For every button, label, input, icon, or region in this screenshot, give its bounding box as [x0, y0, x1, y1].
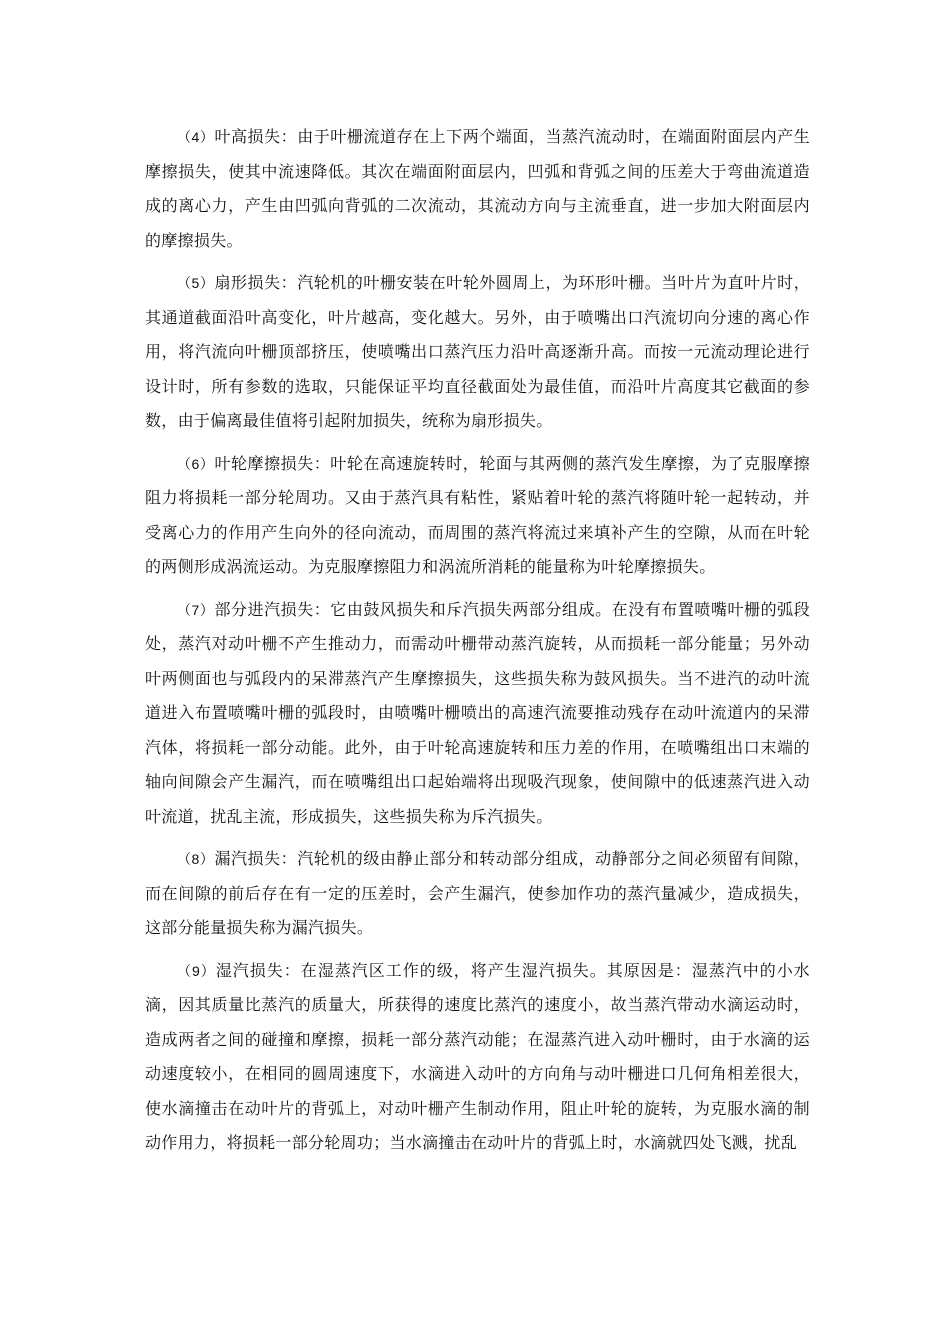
- paragraph-text: 部分进汽损失：它由鼓风损失和斥汽损失两部分组成。在没有布置喷嘴叶栅的弧段处，蒸汽对动叶栅不产生推动力，而需动叶栅带动蒸汽旋转，从而损耗一部分能量；另外动叶两侧面也与弧段内的呆滞蒸汽产生摩擦损失，这些损失称为鼓风损失。当不进汽的动叶流道进入布置喷嘴叶栅的弧段时，由喷嘴叶栅喷出的高速汽流要推动残存在动叶流道内的呆滞汽体，将损耗一部分动能。此外，由于叶轮高速旋转和压力差的作用，在喷嘴组出口末端的轴向间隙会产生漏汽，而在喷嘴组出口起始端将出现吸汽现象，使间隙中的低速蒸汽进入动叶流道，扰乱主流，形成损失，这些损失称为斥汽损失。: [145, 599, 810, 826]
- document-page: [145, 120, 810, 1169]
- paragraph-7: [145, 593, 810, 835]
- paragraph-5: [145, 266, 810, 439]
- paragraph-number: （8）: [177, 851, 215, 867]
- paragraph-text: 扇形损失：汽轮机的叶栅安装在叶轮外圆周上，为环形叶栅。当叶片为直叶片时，其通道截面沿叶高变化，叶片越高，变化越大。另外，由于喷嘴出口汽流切向分速的离心作用，将汽流向叶栅顶部挤压，使喷嘴出口蒸汽压力沿叶高逐渐升高。而按一元流动理论进行设计时，所有参数的选取，只能保证平均直径截面处为最佳值，而沿叶片高度其它截面的参数，由于偏离最佳值将引起附加损失，统称为扇形损失。: [145, 273, 810, 430]
- paragraph-text: 叶高损失：由于叶栅流道存在上下两个端面，当蒸汽流动时，在端面附面层内产生摩擦损失，使其中流速降低。其次在端面附面层内，凹弧和背弧之间的压差大于弯曲流道造成的离心力，产生由凹弧向背弧的二次流动，其流动方向与主流垂直，进一步加大附面层内的摩擦损失。: [145, 127, 810, 250]
- paragraph-8: [145, 842, 810, 946]
- paragraph-6: [145, 447, 810, 585]
- paragraph-text: 湿汽损失：在湿蒸汽区工作的级，将产生湿汽损失。其原因是：湿蒸汽中的小水滴，因其质量比蒸汽的质量大，所获得的速度比蒸汽的速度小，故当蒸汽带动水滴运动时，造成两者之间的碰撞和摩擦，损耗一部分蒸汽动能；在湿蒸汽进入动叶栅时，由于水滴的运动速度较小，在相同的圆周速度下，水滴进入动叶的方向角与动叶栅进口几何角相差很大，使水滴撞击在动叶片的背弧上，对动叶栅产生制动作用，阻止叶轮的旋转，为克服水滴的制动作用力，将损耗一部分轮周功；当水滴撞击在动叶片的背弧上时，水滴就四处飞溅，扰乱: [145, 960, 810, 1152]
- paragraph-text: 漏汽损失：汽轮机的级由静止部分和转动部分组成，动静部分之间必须留有间隙，而在间隙的前后存在有一定的压差时，会产生漏汽，使参加作功的蒸汽量减少，造成损失，这部分能量损失称为漏汽损失。: [145, 849, 810, 937]
- paragraph-4: [145, 120, 810, 258]
- paragraph-9: [145, 954, 810, 1161]
- paragraph-number: （4）: [177, 129, 215, 145]
- paragraph-number: （9）: [177, 962, 216, 979]
- paragraph-number: （5）: [177, 275, 215, 291]
- paragraph-number: （6）: [177, 455, 215, 472]
- paragraph-number: （7）: [177, 601, 215, 618]
- paragraph-text: 叶轮摩擦损失：叶轮在高速旋转时，轮面与其两侧的蒸汽发生摩擦，为了克服摩擦阻力将损耗一部分轮周功。又由于蒸汽具有粘性，紧贴着叶轮的蒸汽将随叶轮一起转动，并受离心力的作用产生向外的径向流动，而周围的蒸汽将流过来填补产生的空隙，从而在叶轮的两侧形成涡流运动。为克服摩擦阻力和涡流所消耗的能量称为叶轮摩擦损失。: [145, 453, 810, 576]
